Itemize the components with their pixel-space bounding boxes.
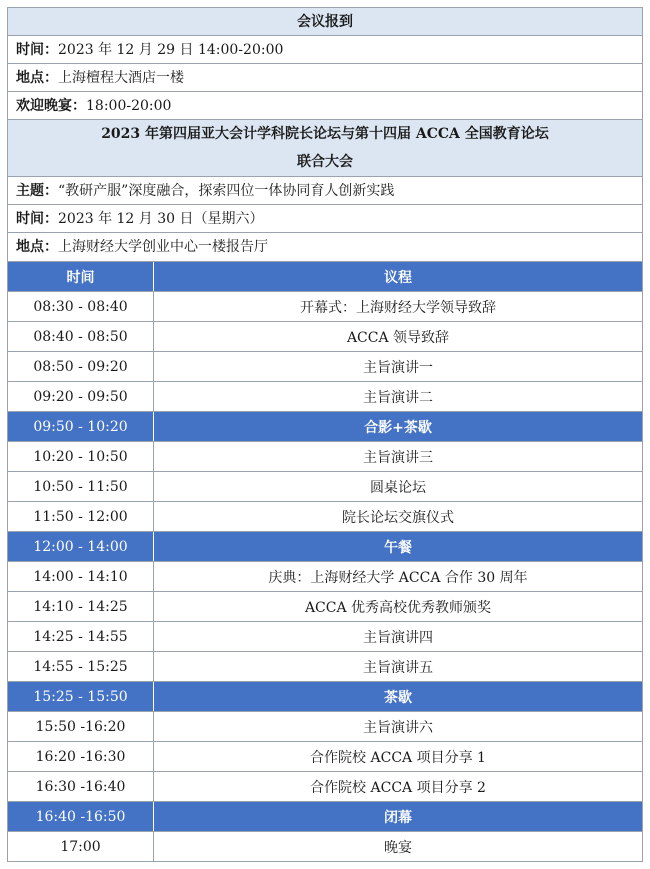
agenda-row — [7, 442, 643, 472]
agenda-row-item: 晚宴 — [384, 839, 412, 856]
registration-dinner — [7, 92, 643, 120]
agenda-row-item: 合作院校 ACCA 项目分享 1 — [310, 749, 486, 766]
registration-time-label: 时间： — [16, 42, 58, 58]
agenda-row-time: 08:30 - 08:40 — [8, 292, 154, 321]
agenda-break-row — [7, 532, 643, 562]
conference-title-line1: 2023 年第四届亚大会计学科院长论坛与第十四届 ACCA 全国教育论坛 — [101, 126, 549, 142]
agenda-row — [7, 832, 643, 862]
conference-time — [7, 205, 643, 233]
agenda-break-row — [7, 412, 643, 442]
registration-place — [7, 64, 643, 92]
agenda-row-item: 圆桌论坛 — [370, 479, 426, 496]
agenda-row-time: 08:40 - 08:50 — [8, 322, 154, 351]
agenda-row-time: 14:10 - 14:25 — [8, 592, 154, 621]
agenda-row-time: 14:00 - 14:10 — [8, 562, 154, 591]
agenda-row-time: 14:25 - 14:55 — [8, 622, 154, 651]
agenda-row — [7, 592, 643, 622]
agenda-row — [7, 472, 643, 502]
agenda-row-item: 主旨演讲六 — [363, 719, 433, 736]
agenda-row-item: 茶歇 — [384, 689, 412, 706]
agenda-row-time: 15:25 - 15:50 — [8, 682, 154, 711]
agenda-row-item: 主旨演讲二 — [363, 389, 433, 406]
conference-theme-value: “教研产服”深度融合，探索四位一体协同育人创新实践 — [58, 183, 395, 199]
agenda-row-item: 午餐 — [384, 539, 412, 556]
registration-dinner-label: 欢迎晚宴： — [16, 98, 86, 114]
agenda-row-item: 主旨演讲一 — [363, 359, 433, 376]
agenda-row-item: ACCA 领导致辞 — [346, 329, 450, 346]
agenda-row — [7, 502, 643, 532]
agenda-row-time: 17:00 — [8, 832, 154, 861]
agenda-row — [7, 622, 643, 652]
agenda-rows — [7, 292, 643, 862]
agenda-row-item: 庆典：上海财经大学 ACCA 合作 30 周年 — [268, 569, 528, 586]
agenda-row — [7, 382, 643, 412]
registration-place-label: 地点： — [16, 70, 58, 86]
agenda-row-time: 15:50 -16:20 — [8, 712, 154, 741]
column-header-item: 议程 — [384, 269, 412, 286]
agenda-row-time: 16:30 -16:40 — [8, 772, 154, 801]
agenda-row-item: 合影+茶歇 — [364, 419, 432, 436]
agenda-row-time: 10:50 - 11:50 — [8, 472, 154, 501]
agenda-row-time: 09:20 - 09:50 — [8, 382, 154, 411]
agenda-row-time: 11:50 - 12:00 — [8, 502, 154, 531]
agenda-row-item: 合作院校 ACCA 项目分享 2 — [310, 779, 486, 796]
agenda-row — [7, 352, 643, 382]
conference-place — [7, 233, 643, 262]
agenda-row — [7, 742, 643, 772]
agenda-break-row — [7, 682, 643, 712]
conference-theme — [7, 177, 643, 205]
agenda-row-item: 主旨演讲三 — [363, 449, 433, 466]
agenda-row — [7, 562, 643, 592]
agenda-row — [7, 652, 643, 682]
agenda-break-row — [7, 802, 643, 832]
agenda-row — [7, 322, 643, 352]
agenda-row-time: 14:55 - 15:25 — [8, 652, 154, 681]
agenda-row-item: 主旨演讲五 — [363, 659, 433, 676]
registration-place-value: 上海檀程大酒店一楼 — [58, 70, 184, 86]
agenda-row-item: 闭幕 — [384, 809, 412, 826]
agenda-row-time: 16:20 -16:30 — [8, 742, 154, 771]
agenda-row-time: 10:20 - 10:50 — [8, 442, 154, 471]
agenda-row-time: 09:50 - 10:20 — [8, 412, 154, 441]
registration-time — [7, 36, 643, 64]
agenda-row — [7, 292, 643, 322]
registration-dinner-value: 18:00-20:00 — [86, 98, 172, 114]
agenda-row — [7, 712, 643, 742]
conference-title — [7, 120, 643, 177]
agenda-column-header — [7, 262, 643, 292]
agenda-row — [7, 772, 643, 802]
agenda-row-time: 16:40 -16:50 — [8, 802, 154, 831]
agenda-document — [7, 7, 643, 862]
agenda-row-time: 08:50 - 09:20 — [8, 352, 154, 381]
registration-time-value: 2023 年 12 月 29 日 14:00-20:00 — [58, 42, 284, 58]
conference-time-value: 2023 年 12 月 30 日（星期六） — [58, 211, 264, 227]
agenda-row-item: 院长论坛交旗仪式 — [342, 509, 454, 526]
agenda-row-item: 主旨演讲四 — [363, 629, 433, 646]
conference-theme-label: 主题： — [16, 183, 58, 199]
registration-heading: 会议报到 — [7, 7, 643, 36]
conference-title-line2: 联合大会 — [297, 154, 353, 170]
column-header-time: 时间 — [8, 262, 154, 291]
agenda-row-item: 开幕式：上海财经大学领导致辞 — [300, 299, 496, 316]
conference-place-label: 地点： — [16, 239, 58, 255]
conference-time-label: 时间： — [16, 211, 58, 227]
agenda-row-time: 12:00 - 14:00 — [8, 532, 154, 561]
conference-place-value: 上海财经大学创业中心一楼报告厅 — [58, 239, 268, 255]
agenda-row-item: ACCA 优秀高校优秀教师颁奖 — [304, 599, 492, 616]
